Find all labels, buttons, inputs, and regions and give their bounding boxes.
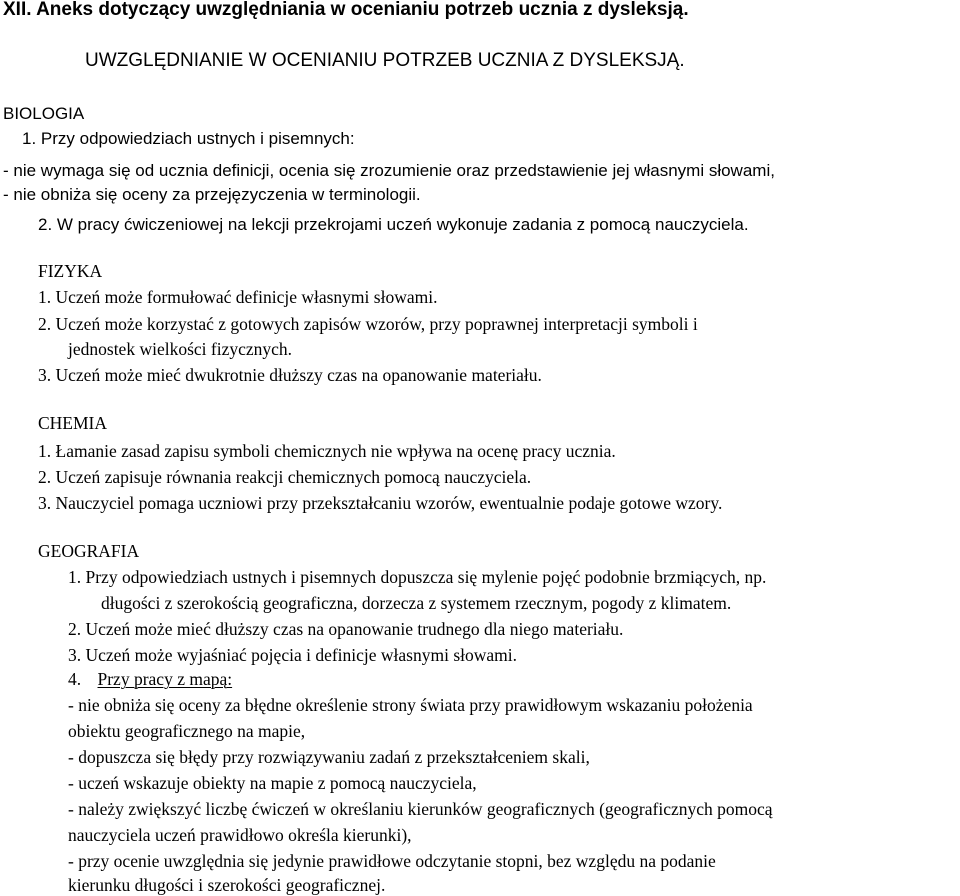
geografia-item-1-line-2: długości z szerokością geograficzna, dorzecza z systemem rzecznym, pogody z klimatem. <box>101 593 732 613</box>
geografia-item-4-number: 4. <box>68 669 82 689</box>
geografia-item-2: 2. Uczeń może mieć dłuższy czas na opanowanie trudnego dla niego materiału. <box>68 619 624 639</box>
geografia-heading: GEOGRAFIA <box>38 541 140 561</box>
chemia-item-2: 2. Uczeń zapisuje równania reakcji chemicznych pomocą nauczyciela. <box>38 467 532 487</box>
biologia-bullet-2: - nie obniża się oceny za przejęzyczenia w terminologii. <box>3 185 421 204</box>
chemia-heading: CHEMIA <box>38 413 108 433</box>
fizyka-item-1: 1. Uczeń może formułować definicje własnymi słowami. <box>38 287 438 307</box>
chemia-item-1: 1. Łamanie zasad zapisu symboli chemicznych nie wpływa na ocenę pracy ucznia. <box>38 441 616 461</box>
geografia-bullet-4-line-2: nauczyciela uczeń prawidłowo określa kierunki), <box>68 825 412 845</box>
geografia-item-3: 3. Uczeń może wyjaśniać pojęcia i definicje własnymi słowami. <box>68 645 518 665</box>
fizyka-heading: FIZYKA <box>38 261 103 281</box>
geografia-item-4 <box>68 668 232 690</box>
annex-title: XII. Aneks dotyczący uwzględniania w ocenianiu potrzeb ucznia z dysleksją. <box>3 0 689 20</box>
fizyka-item-3: 3. Uczeń może mieć dwukrotnie dłuższy czas na opanowanie materiału. <box>38 365 542 385</box>
geografia-bullet-5-line-2: kierunku długości i szerokości geograficznej. <box>68 875 386 895</box>
biologia-heading: BIOLOGIA <box>3 104 85 123</box>
fizyka-item-2-line-2: jednostek wielkości fizycznych. <box>68 339 293 359</box>
geografia-bullet-3: - uczeń wskazuje obiekty na mapie z pomocą nauczyciela, <box>68 773 477 793</box>
geografia-bullet-5-line-1: - przy ocenie uwzględnia się jedynie prawidłowe odczytanie stopni, bez względu na podanie <box>68 851 716 871</box>
geografia-bullet-1-line-2: obiektu geograficznego na mapie, <box>68 721 306 741</box>
geografia-bullet-1-line-1: - nie obniża się oceny za błędne określenie strony świata przy prawidłowym wskazaniu położenia <box>68 695 753 715</box>
biologia-item-2: 2. W pracy ćwiczeniowej na lekcji przekrojami uczeń wykonuje zadania z pomocą nauczyciela. <box>38 215 749 234</box>
geografia-bullet-4-line-1: - należy zwiększyć liczbę ćwiczeń w określaniu kierunków geograficznych (geograficznych pomocą <box>68 799 773 819</box>
fizyka-item-2-line-1: 2. Uczeń może korzystać z gotowych zapisów wzorów, przy poprawnej interpretacji symboli i <box>38 314 698 334</box>
geografia-item-4-label: Przy pracy z mapą: <box>97 669 233 689</box>
section-subtitle: UWZGLĘDNIANIE W OCENIANIU POTRZEB UCZNIA Z DYSLEKSJĄ. <box>85 50 685 71</box>
geografia-item-1-line-1: 1. Przy odpowiedziach ustnych i pisemnych dopuszcza się mylenie pojęć podobnie brzmiących, np. <box>68 567 767 587</box>
biologia-item-1: 1. Przy odpowiedziach ustnych i pisemnych: <box>22 129 355 148</box>
geografia-bullet-2: - dopuszcza się błędy przy rozwiązywaniu zadań z przekształceniem skali, <box>68 747 590 767</box>
biologia-bullet-1: - nie wymaga się od ucznia definicji, ocenia się zrozumienie oraz przedstawienie jej własnymi słowami, <box>3 161 775 180</box>
chemia-item-3: 3. Nauczyciel pomaga uczniowi przy przekształcaniu wzorów, ewentualnie podaje gotowe wzory. <box>38 493 723 513</box>
